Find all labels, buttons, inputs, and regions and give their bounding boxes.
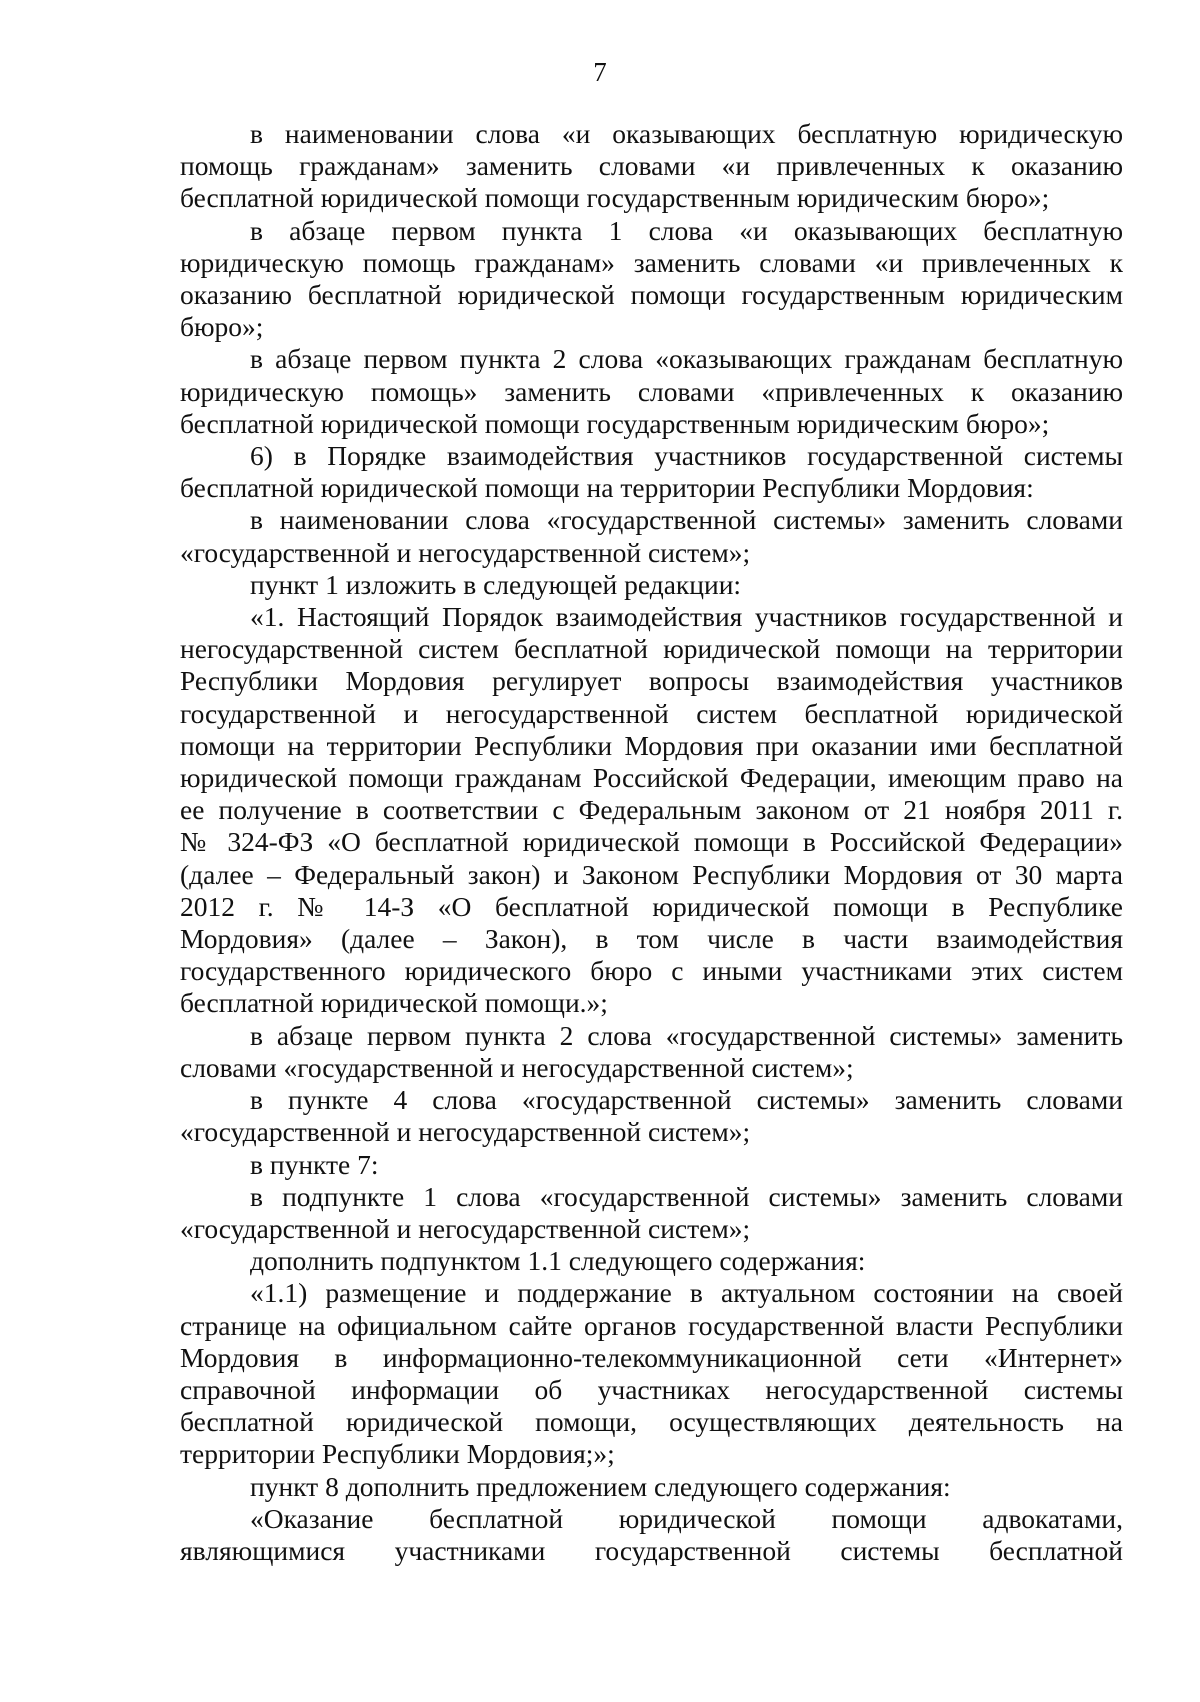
text-line: государственного юридического бюро с иными участниками этих систем — [180, 955, 1123, 987]
text-line: пункт 1 изложить в следующей редакции: — [250, 568, 742, 600]
text-line: юридической помощи гражданам Российской Федерации, имеющим право на — [180, 762, 1123, 794]
text-line: в абзаце первом пункта 1 слова «и оказывающих бесплатную — [250, 214, 1123, 246]
text-line: справочной информации об участниках негосударственной системы — [180, 1373, 1123, 1405]
text-line: в абзаце первом пункта 2 слова «государственной системы» заменить — [250, 1019, 1123, 1051]
text-line: 2012 г. № 14-З «О бесплатной юридической помощи в Республике — [180, 890, 1123, 922]
text-line: являющимися участниками государственной системы бесплатной — [180, 1534, 1123, 1566]
text-line: ее получение в соответствии с Федеральным законом от 21 ноября 2011 г. — [180, 794, 1123, 826]
text-line: словами «государственной и негосударственной систем»; — [180, 1051, 854, 1083]
text-line: «государственной и негосударственной систем»; — [180, 536, 751, 568]
text-line: пункт 8 дополнить предложением следующего содержания: — [250, 1470, 951, 1502]
text-line: государственной и негосударственной систем бесплатной юридической — [180, 697, 1123, 729]
text-line: в наименовании слова «и оказывающих бесплатную юридическую — [250, 118, 1123, 149]
text-line: Республики Мордовия регулирует вопросы взаимодействия участников — [180, 665, 1123, 697]
document-body — [180, 118, 1123, 1567]
text-line: «государственной и негосударственной систем»; — [180, 1116, 751, 1148]
text-line: в подпункте 1 слова «государственной системы» заменить словами — [250, 1180, 1123, 1212]
text-line: № 324-ФЗ «О бесплатной юридической помощи в Российской Федерации» — [180, 826, 1123, 858]
text-line: юридическую помощь гражданам» заменить словами «и привлеченных к — [180, 246, 1123, 278]
text-line: странице на официальном сайте органов государственной власти Республики — [180, 1309, 1123, 1341]
text-line: «1. Настоящий Порядок взаимодействия участников государственной и — [250, 601, 1123, 633]
page-number: 7 — [593, 57, 607, 87]
text-line: в абзаце первом пункта 2 слова «оказывающих гражданам бесплатную — [250, 343, 1123, 375]
text-line: оказанию бесплатной юридической помощи государственным юридическим — [180, 279, 1123, 311]
text-line: помощи на территории Республики Мордовия при оказании ими бесплатной — [180, 729, 1123, 761]
text-line: в наименовании слова «государственной системы» заменить словами — [250, 504, 1123, 536]
text-line: территории Республики Мордовия;»; — [180, 1438, 615, 1470]
text-line: 6) в Порядке взаимодействия участников государственной системы — [250, 440, 1123, 472]
text-line: Мордовия» (далее – Закон), в том числе в части взаимодействия — [180, 923, 1123, 955]
text-line: бесплатной юридической помощи на территории Республики Мордовия: — [180, 472, 1034, 504]
text-line: бюро»; — [180, 311, 264, 343]
text-line: «Оказание бесплатной юридической помощи адвокатами, — [250, 1502, 1123, 1534]
text-line: в пункте 4 слова «государственной системы» заменить словами — [250, 1084, 1123, 1116]
text-line: Мордовия в информационно-телекоммуникационной сети «Интернет» — [180, 1341, 1123, 1373]
text-line: «государственной и негосударственной систем»; — [180, 1212, 751, 1244]
text-line: дополнить подпунктом 1.1 следующего содержания: — [250, 1245, 866, 1277]
text-line: бесплатной юридической помощи.»; — [180, 987, 608, 1019]
text-line: помощь гражданам» заменить словами «и привлеченных к оказанию — [180, 150, 1123, 182]
text-line: в пункте 7: — [250, 1148, 379, 1180]
text-line: (далее – Федеральный закон) и Законом Республики Мордовия от 30 марта — [180, 858, 1123, 890]
text-line: юридическую помощь» заменить словами «привлеченных к оказанию — [180, 375, 1123, 407]
text-line: бесплатной юридической помощи государственным юридическим бюро»; — [180, 182, 1050, 214]
text-line: бесплатной юридической помощи, осуществляющих деятельность на — [180, 1406, 1123, 1438]
text-line: бесплатной юридической помощи государственным юридическим бюро»; — [180, 407, 1050, 439]
text-line: «1.1) размещение и поддержание в актуальном состоянии на своей — [250, 1277, 1123, 1309]
text-line: негосударственной систем бесплатной юридической помощи на территории — [180, 633, 1123, 665]
